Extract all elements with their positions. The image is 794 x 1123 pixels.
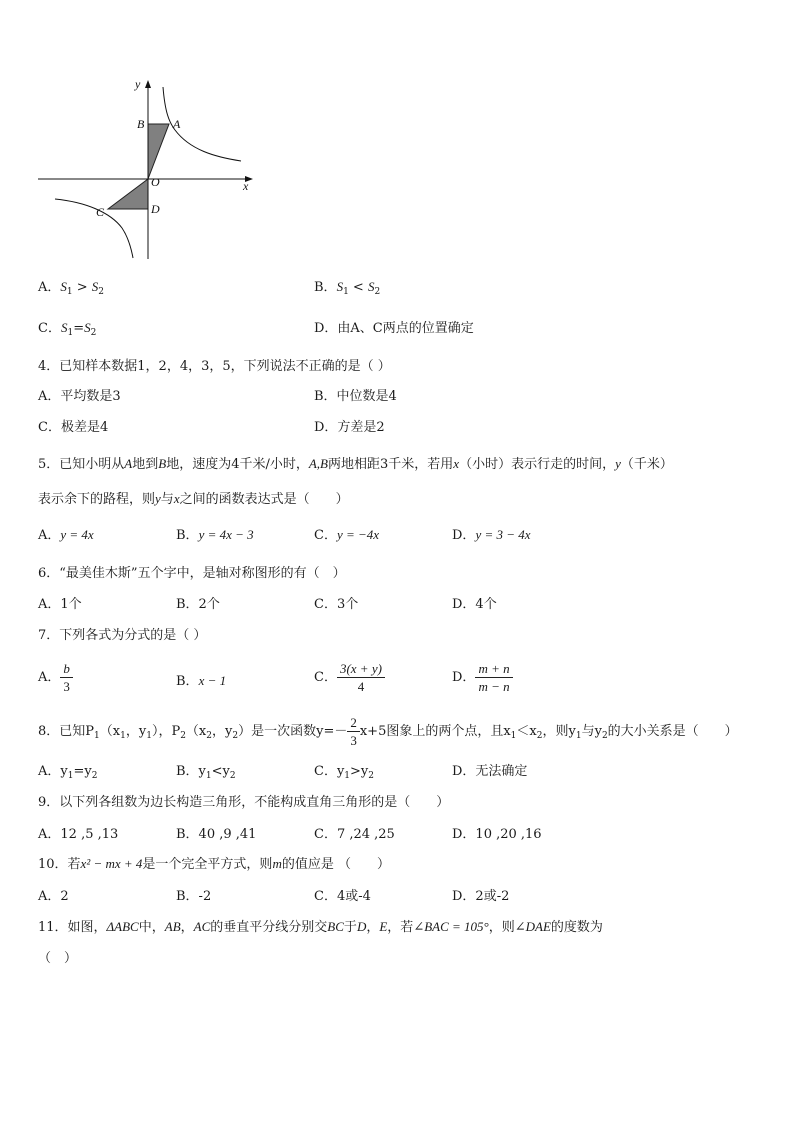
q9-option-a[interactable]: A．12 ,5 ,13 (38, 827, 119, 842)
q10-option-b[interactable]: B．-2 (176, 889, 212, 904)
q5-stem-line1: 5．已知小明从A地到B地，速度为4千米/小时，A,B两地相距3千米，若用x（小时）表示行走的时间，y（千米） (38, 456, 673, 472)
q7-option-a[interactable]: A． $\frac{b}{3}$ (38, 660, 73, 695)
y-axis-arrow (145, 80, 151, 88)
hyperbola-figure (35, 72, 260, 262)
q3-option-d[interactable]: D．由A、C两点的位置确定 (314, 321, 474, 336)
q10-option-a[interactable]: A．2 (38, 889, 69, 904)
q6-option-c[interactable]: C．3个 (314, 597, 359, 612)
q8-option-b[interactable]: B．$y_1<y_2$ (176, 764, 236, 781)
label-o: O (151, 175, 160, 189)
label-y: y (135, 77, 141, 91)
q5-option-a[interactable]: A．y = 4x (38, 527, 94, 543)
q3-option-c[interactable]: C．$S_1=S_2$ (38, 320, 97, 338)
label-b: B (137, 117, 145, 131)
label-a: A (173, 117, 181, 131)
q9-option-c[interactable]: C．7 ,24 ,25 (314, 827, 395, 842)
q9-option-d[interactable]: D．10 ,20 ,16 (452, 827, 542, 842)
triangle-cdo (108, 179, 148, 209)
q5-option-d[interactable]: D．y = 3 − 4x (452, 527, 531, 543)
q3-option-a[interactable]: A．$S_1 > S_2$ (38, 279, 105, 297)
q7-option-d[interactable]: D． $\frac{m + n}{m - n}$ (452, 660, 513, 695)
label-d: D (151, 202, 160, 216)
q8-option-c[interactable]: C．$y_1>y_2$ (314, 764, 375, 781)
q7-stem: 7．下列各式为分式的是（ ） (38, 628, 207, 643)
q8-option-a[interactable]: A．$y_1=y_2$ (38, 764, 98, 781)
q4-option-a[interactable]: A．平均数是3 (38, 389, 121, 404)
q10-option-c[interactable]: C．4或-4 (314, 889, 371, 904)
q4-stem: 4．已知样本数据1，2，4，3，5，下列说法不正确的是（ ） (38, 359, 391, 374)
q7-option-c[interactable]: C． $\frac{3(x + y)}{4}$ (314, 660, 385, 695)
q9-option-b[interactable]: B．40 ,9 ,41 (176, 827, 257, 842)
q10-stem: 10．若x² − mx + 4是一个完全平方式，则m的值应是 （ ） (38, 856, 390, 872)
q7-option-b[interactable]: B．x − 1 (176, 673, 227, 689)
q3-option-b[interactable]: B．$S_1 < S_2$ (314, 279, 381, 297)
q4-option-b[interactable]: B．中位数是4 (314, 389, 397, 404)
q5-option-b[interactable]: B．y = 4x − 3 (176, 527, 254, 543)
q4-option-c[interactable]: C．极差是4 (38, 420, 109, 435)
q9-stem: 9．以下列各组数为边长构造三角形，不能构成直角三角形的是（ ） (38, 795, 450, 810)
q11-stem-line2: （ ） (38, 951, 78, 966)
q8-stem: 8．已知$P_1(x_1$，$y_1$），$P_2(x_2$，$y_2$）是一次函数y=－ $\frac{2}{3}$ x+5图象上的两个点，且$x_1<x_2$，则$y_1$与$y_2$的大小关系是（ ） (38, 715, 738, 748)
q4-option-d[interactable]: D．方差是2 (314, 420, 385, 435)
label-x: x (243, 179, 249, 193)
q10-option-d[interactable]: D．2或-2 (452, 889, 510, 904)
q6-stem: 6．“最美佳木斯”五个字中，是轴对称图形的有（ ） (38, 566, 346, 581)
label-c: C (96, 205, 105, 219)
q6-option-b[interactable]: B．2个 (176, 597, 220, 612)
q5-stem-line2: 表示余下的路程，则y与x之间的函数表达式是（ ） (38, 491, 349, 507)
q6-option-a[interactable]: A．1个 (38, 597, 82, 612)
q8-option-d[interactable]: D．无法确定 (452, 764, 528, 779)
triangle-abo (148, 124, 169, 179)
q5-option-c[interactable]: C．y = −4x (314, 527, 380, 543)
q11-stem-line1: 11．如图，ΔABC中，AB，AC的垂直平分线分别交BC于D，E，若∠BAC = 105°，则∠DAE的度数为 (38, 919, 603, 935)
q6-option-d[interactable]: D．4个 (452, 597, 497, 612)
